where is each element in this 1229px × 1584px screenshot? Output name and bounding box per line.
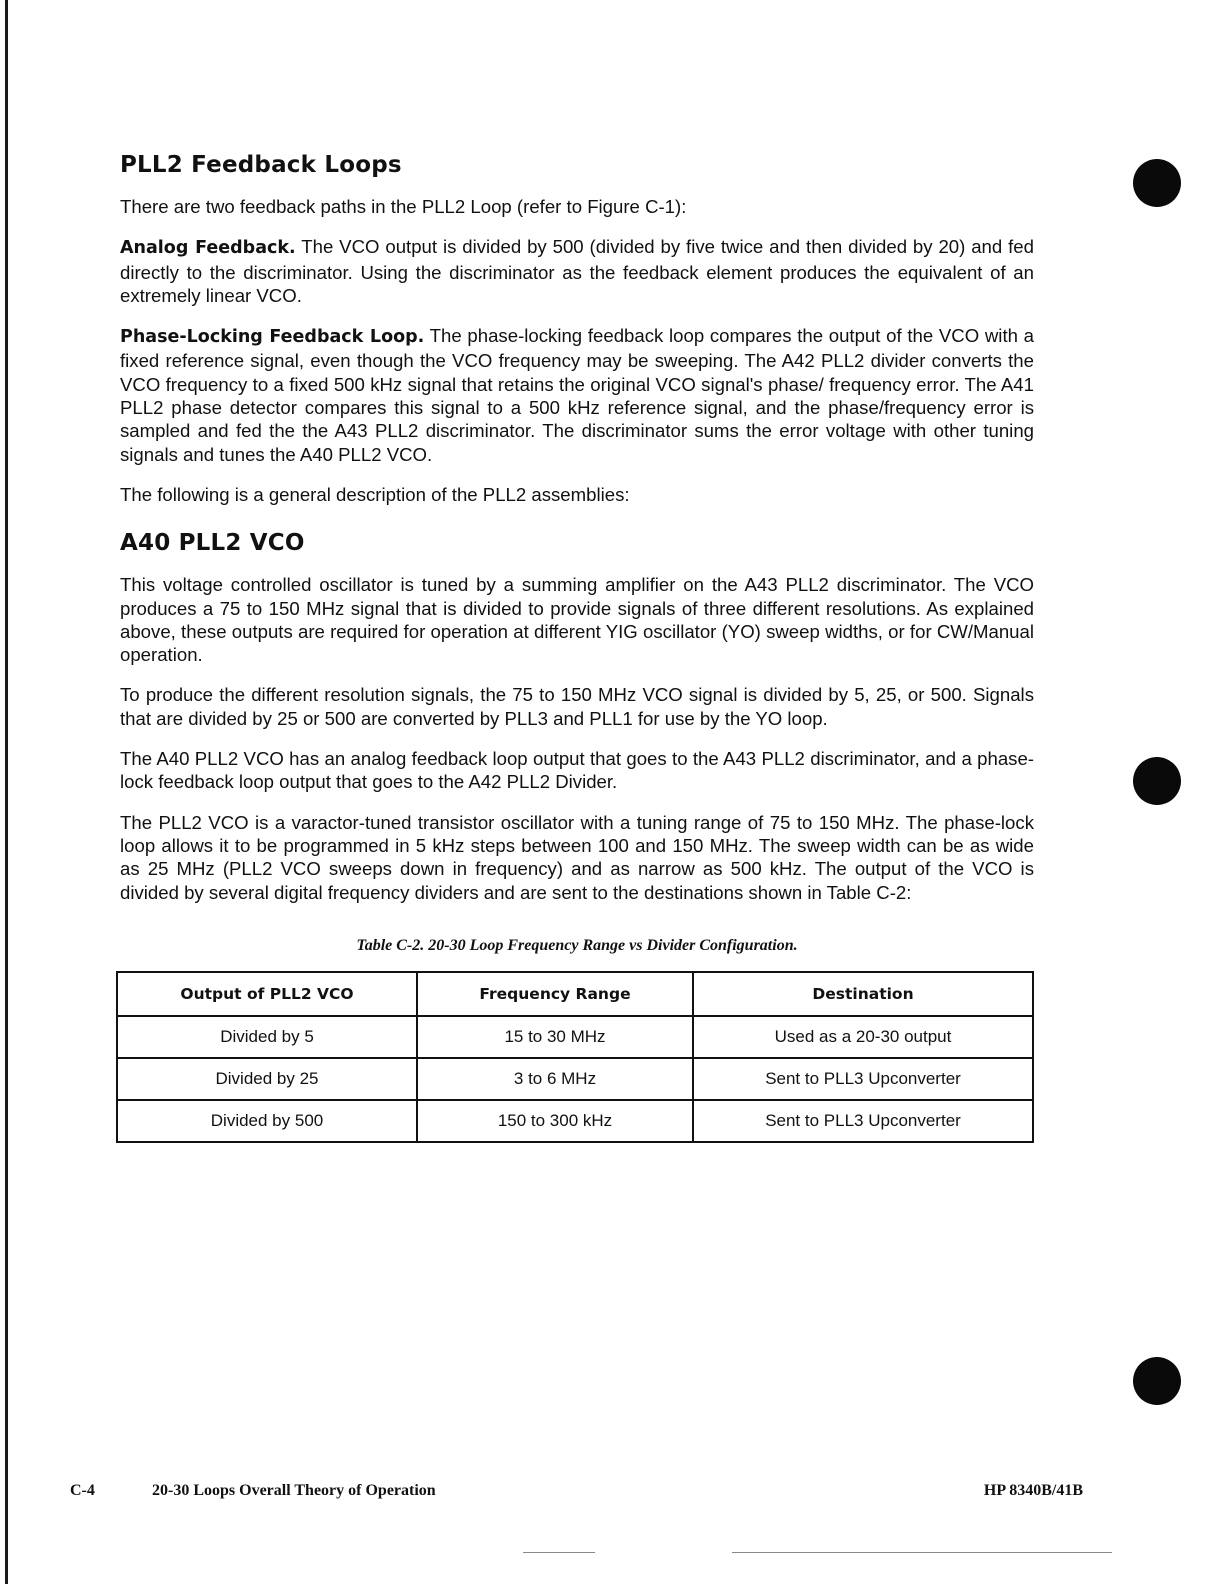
- cell-output: Divided by 5: [117, 1016, 417, 1058]
- phase-locking-paragraph: [120, 324, 1034, 466]
- vco-paragraph-2: To produce the different resolution signals, the 75 to 150 MHz VCO signal is divided by 5, 25, or 500. Signals that are divided by 25 or 500 are converted by PLL3 and PLL1 for use by the YO loop.: [120, 684, 1034, 729]
- table-row: [117, 1016, 1033, 1058]
- table-row: [117, 1058, 1033, 1100]
- section-heading-a40-vco: A40 PLL2 VCO: [120, 530, 305, 557]
- binding-edge-line: [5, 0, 8, 1584]
- analog-feedback-paragraph: [120, 235, 1034, 307]
- cell-frequency-range: 150 to 300 kHz: [417, 1100, 693, 1142]
- phase-locking-lead: Phase-Locking Feedback Loop.: [120, 327, 425, 348]
- vco-paragraph-3: The A40 PLL2 VCO has an analog feedback loop output that goes to the A43 PLL2 discriminator, and a phase-lock feedback loop output that goes to the A42 PLL2 Divider.: [120, 748, 1034, 793]
- footer-section-title: 20-30 Loops Overall Theory of Operation: [152, 1482, 436, 1499]
- cell-frequency-range: 3 to 6 MHz: [417, 1058, 693, 1100]
- section-heading-pll2-feedback: PLL2 Feedback Loops: [120, 152, 402, 178]
- table-header-row: [117, 972, 1033, 1016]
- analog-feedback-lead: Analog Feedback.: [120, 238, 296, 259]
- cell-output: Divided by 25: [117, 1058, 417, 1100]
- footer-page-number: C-4: [70, 1482, 95, 1499]
- intro-paragraph: There are two feedback paths in the PLL2 Loop (refer to Figure C-1):: [120, 196, 687, 217]
- phase-locking-text: The phase-locking feedback loop compares the output of the VCO with a fixed reference signal, even though the VCO frequency may be sweeping. The A42 PLL2 divider converts the VCO frequency to a fixed 500 kHz signal that retains the original VCO signal's phase/ frequency error. The A41 PLL2 phase detector compares this signal to a 500 kHz reference signal, and the phase/frequency error is sampled and fed the the A43 PLL2 discriminator. The discriminator sums the error voltage with other tuning signals and tunes the A40 PLL2 VCO.: [120, 325, 1034, 465]
- punch-hole-bottom: [1133, 1357, 1181, 1405]
- punch-hole-top: [1133, 159, 1181, 207]
- column-header-frequency-range: Frequency Range: [417, 972, 693, 1016]
- divider-configuration-table: [116, 971, 1034, 1143]
- cell-destination: Sent to PLL3 Upconverter: [693, 1058, 1033, 1100]
- vco-paragraph-4: The PLL2 VCO is a varactor-tuned transistor oscillator with a tuning range of 75 to 150 MHz. The phase-lock loop allows it to be programmed in 5 kHz steps between 100 and 150 MHz. The sweep width can be as wide as 25 MHz (PLL2 VCO sweeps down in frequency) and as narrow as 500 kHz. The output of the VCO is divided by several digital frequency dividers and are sent to the destinations shown in Table C-2:: [120, 811, 1034, 903]
- punch-hole-middle: [1133, 757, 1181, 805]
- assemblies-intro-paragraph: The following is a general description of the PLL2 assemblies:: [120, 483, 630, 505]
- page-content: [120, 152, 1034, 1143]
- vco-paragraph-1: This voltage controlled oscillator is tuned by a summing amplifier on the A43 PLL2 discriminator. The VCO produces a 75 to 150 MHz signal that is divided to provide signals of three different resolutions. As explained above, these outputs are required for operation at different YIG oscillator (YO) sweep widths, or for CW/Manual operation.: [120, 574, 1034, 666]
- bottom-rule-right: [732, 1552, 1112, 1553]
- table-caption: Table C-2. 20-30 Loop Frequency Range vs Divider Configuration.: [356, 936, 798, 954]
- cell-frequency-range: 15 to 30 MHz: [417, 1016, 693, 1058]
- column-header-output: Output of PLL2 VCO: [117, 972, 417, 1016]
- analog-feedback-text: The VCO output is divided by 500 (divided by five twice and then divided by 20) and fed directly to the discriminator. Using the discriminator as the feedback element produces the equivalent of an extremely linear VCO.: [120, 236, 1034, 306]
- footer-model: HP 8340B/41B: [983, 1482, 1083, 1499]
- cell-destination: Sent to PLL3 Upconverter: [693, 1100, 1033, 1142]
- column-header-destination: Destination: [693, 972, 1033, 1016]
- cell-destination: Used as a 20-30 output: [693, 1016, 1033, 1058]
- bottom-rule-left: [523, 1552, 595, 1553]
- table-row: [117, 1100, 1033, 1142]
- cell-output: Divided by 500: [117, 1100, 417, 1142]
